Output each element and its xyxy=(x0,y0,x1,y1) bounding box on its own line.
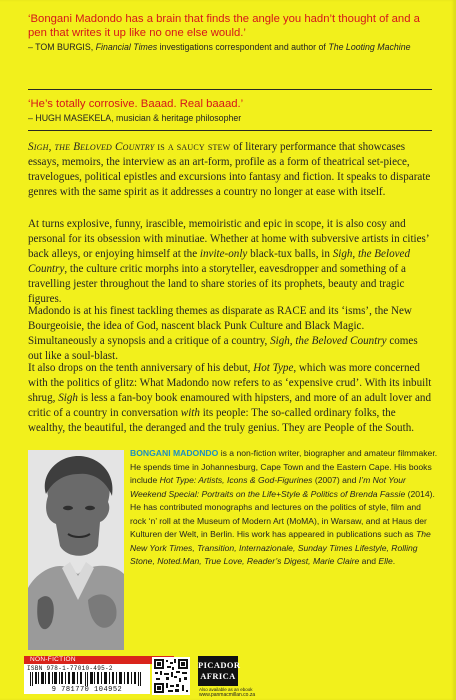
quote-text: ‘Bongani Madondo has a brain that finds the angle you hadn’t thought of and a pen that writes it up like no one else would.’ xyxy=(28,13,420,39)
isbn-text: ISBN 978-1-77010-495-2 xyxy=(27,665,113,672)
description-paragraph-4: It also drops on the tenth anniversary of his debut, Hot Type, which was more concerned with the politics of glitz: What Madondo now refers to as ‘expensive crud’. With its inbuilt shrug, Sigh is less a fan-boy book enamoured with hipsters, and more of an adult lover and critic of a country in conversation with its people: The so-called ordinary folks, the wealthy, the beautiful, the deranged and the truly genius. They are People of the South. xyxy=(28,362,432,434)
barcode-number: 9 781770 104952 xyxy=(51,686,123,694)
divider-rule xyxy=(28,130,432,131)
divider-rule xyxy=(28,89,432,90)
category-label: NON-FICTION xyxy=(24,656,174,664)
publisher-logo: PICADOR AFRICA xyxy=(198,656,238,686)
description-paragraph-2: At turns explosive, funny, irascible, memoiristic and epic in scope, it is also cosy and personal for its obsession with minutiae. Whether at home with subversive artists in cities’ back alleys, or enjoying himself at the invite-only black-tux balls, in Sigh, the Beloved Country, the culture critic morphs into a storyteller, eavesdropper and something of a travelling jester throughout the land to share stories of its prophets, beauty and tragic figures. xyxy=(28,218,429,305)
author-portrait-image xyxy=(28,450,124,650)
quote-burgis xyxy=(28,12,438,54)
qr-code-icon xyxy=(152,657,190,695)
author-photo xyxy=(28,450,124,650)
author-name: BONGANI MADONDO xyxy=(130,448,219,458)
quote-attribution: – TOM BURGIS, Financial Times investigations correspondent and author of The Looting Machine xyxy=(28,42,411,52)
quote-attribution: – HUGH MASEKELA, musician & heritage philosopher xyxy=(28,113,242,123)
quote-masekela xyxy=(28,97,438,125)
barcode-icon xyxy=(30,672,146,686)
publisher-url[interactable]: www.panmacmillan.co.za xyxy=(199,692,256,698)
ebook-note: Also available as an ebook xyxy=(199,687,253,692)
quote-text: ‘He’s totally corrosive. Baaad. Real baaad.’ xyxy=(28,98,244,110)
author-bio: BONGANI MADONDO is a non-fiction writer, biographer and amateur filmmaker. He spends time in Johannesburg, Cape Town and the Eastern Cape. His books include Hot Type: Artists, Icons & God-Figurines (2007) and I’m Not Your Weekend Special: Portraits on the Life+Style & Politics of Brenda Fassie (2014). He has contributed monographs and lectures on the politics of style, film and rock ‘n’ roll at the Museum of Modern Art (MoMA), in Warsaw, and at Haus der Kulturen der Welt, in Berlin. His work has appeared in publications such as The New York Times, Transition, Internazionale, Sunday Times Lifestyle, Rolling Stone, Noted.Man, True Love, Reader’s Digest, Marie Claire and Elle. xyxy=(130,448,438,566)
description-paragraph-3: Madondo is at his finest tackling themes as disparate as RACE and its ‘isms’, the New Bourgeoisie, the idea of God, nascent black Punk Culture and Black Magic. Simultaneously a synopsis and a critique of a country, Sigh, the Beloved Country comes out like a soul-blast. xyxy=(28,305,418,362)
description-paragraph-1: Sigh, the Beloved Country is a saucy stew of literary performance that showcases essays, memoirs, the interview as an art-form, profile as a form of theatrical set-piece, travelogues, political epistles and excursions into fantasy and fiction. It speaks to disparate genres with the same spirit as it addresses a country no longer at ease with itself. xyxy=(28,141,431,198)
